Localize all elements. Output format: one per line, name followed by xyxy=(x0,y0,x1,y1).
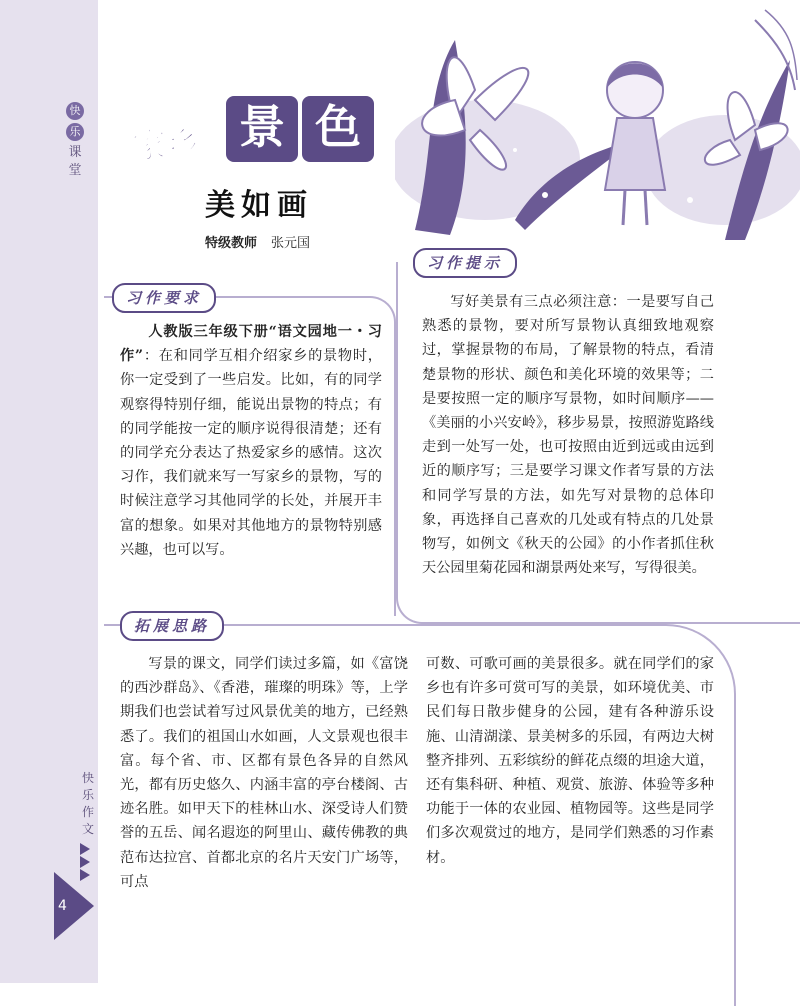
expand-column-2: 可数、可歌可画的美景很多。就在同学们的家乡也有许多可赏可写的美景，如环境优美、市民们每日散步健身的公园，建有各种游乐设施、山清湖漾、景美树多的乐园，有两边大树整齐排列、五彩缤纷的鲜花点缀的坦途大道，还有集科研、种植、观赏、旅游、体验等多种功能于一体的农业园、植物园等。这些是同学们多次观赏过的地方，是同学们熟悉的习作素材。 xyxy=(426,656,714,866)
sidebar-char: 乐 xyxy=(81,788,94,802)
requirement-paragraph xyxy=(120,320,382,562)
sidebar-char: 堂 xyxy=(68,163,82,178)
sidebar-column-title xyxy=(62,100,88,180)
page-number: 4 xyxy=(58,898,67,914)
author-name: 张元国 xyxy=(271,236,311,251)
left-sidebar xyxy=(0,0,98,983)
tips-paragraph: 写好美景有三点必须注意：一是要写自己熟悉的景物，要对所写景物认真细致地观察过，掌握景物的布局，了解景物的特点，看清楚景物的形状、颜色和美化环境的效果等；二是要按照一定的顺序写景物，如时间顺序——《美丽的小兴安岭》，移步易景，按照游览路线走到一处写一处，也可按照由近到远或由远到近的顺序写；三是要学习课文作者写景的方法和同学写景的方法，如先写对景物的总体印象，再选择自己喜欢的几处或有特点的几处景物写，如例文《秋天的公园》的小作者抓住秋天公园里菊花园和湖景两处来写，写得很美。 xyxy=(422,294,714,577)
author-role: 特级教师 xyxy=(205,236,258,251)
page-subtitle: 美如画 xyxy=(205,188,313,223)
tab-writing-requirement: 习作要求 xyxy=(112,283,216,313)
flower-girl-illustration xyxy=(395,0,800,240)
title-part-1: 家乡 xyxy=(132,126,200,166)
sidebar-book-title xyxy=(78,770,98,838)
title-box-char: 色 xyxy=(302,96,374,162)
requirement-lead: 人教版三年级下册“语文园地一・习作” xyxy=(120,324,382,365)
requirement-text: ：在和同学互相介绍家乡的景物时，你一定受到了一些启发。比如，有的同学观察得特别仔细，能说出景物的特点；有的同学能按一定的顺序说得很清楚；还有的同学充分表达了热爱家乡的感情。这次习作，我们就来写一写家乡的景物，写的时候注意学习其他同学的长处，并展开丰富的想象。如果对其他地方的景物特别感兴趣，也可以写。 xyxy=(120,348,382,558)
title-box-char: 景 xyxy=(226,96,298,162)
sidebar-char: 课 xyxy=(68,145,82,160)
tab-expand-ideas: 拓展思路 xyxy=(120,611,224,641)
expand-column-1: 写景的课文，同学们读过多篇，如《富饶的西沙群岛》、《香港，璀璨的明珠》等，上学期我们也尝试着写过风景优美的地方，已经熟悉了。我们的祖国山水如画，人文景观也很丰富。每个省、市、区都有景色各异的自然风光，都有历史悠久、内涵丰富的亭台楼阁、古迹名胜。如甲天下的桂林山水、深受诗人们赞誉的五岳、闻名遐迩的阿里山、藏传佛教的典范布达拉宫、首都北京的名片天安门广场等，可点 xyxy=(120,656,408,890)
sidebar-bubble-char: 乐 xyxy=(66,123,84,141)
sidebar-char: 作 xyxy=(81,805,94,819)
author-line xyxy=(205,232,310,251)
tab-writing-tips: 习作提示 xyxy=(413,248,517,278)
sidebar-bubble-char: 快 xyxy=(66,102,84,120)
sidebar-char: 快 xyxy=(81,771,94,785)
sidebar-char: 文 xyxy=(81,822,94,836)
